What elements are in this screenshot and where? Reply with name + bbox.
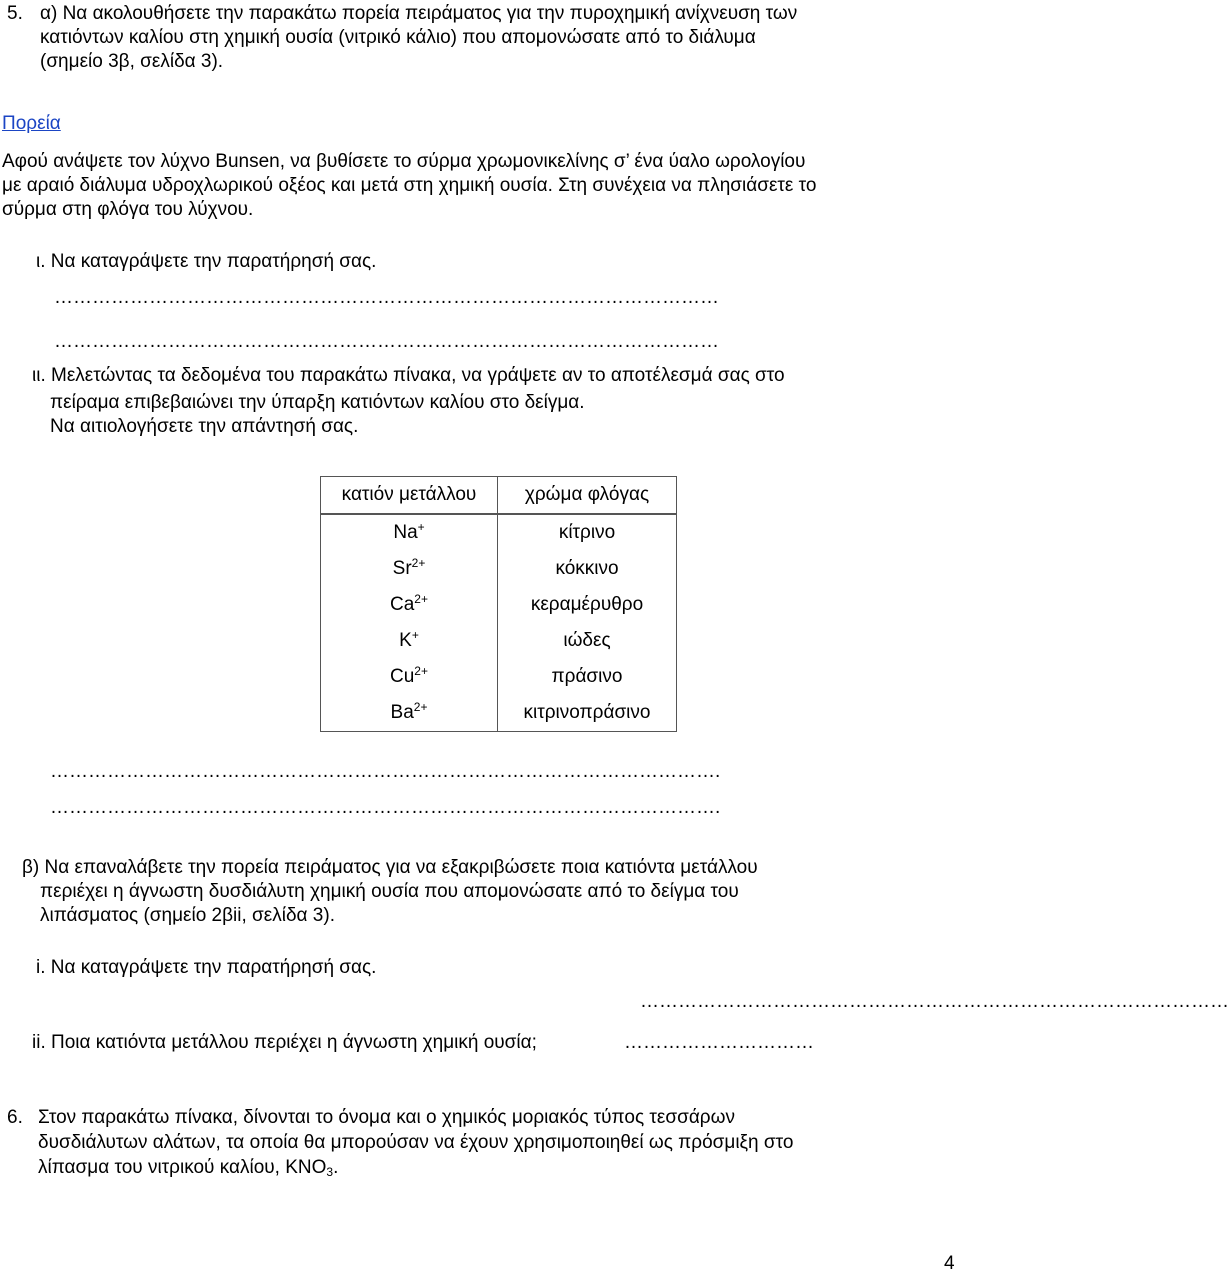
- q5-sub-i: ι. Να καταγράψετε την παρατήρησή σας.: [36, 251, 377, 272]
- q5-sub-ii-line-3: Να αιτιολογήσετε την απάντησή σας.: [50, 416, 359, 437]
- q6-line-2: δυσδιάλυτων αλάτων, τα οποία θα μπορούσαν να έχουν χρησιμοποιηθεί ως πρόσμιξη στο: [38, 1132, 794, 1153]
- procedure-line-3: σύρμα στη φλόγα του λύχνου.: [2, 199, 254, 220]
- answer-dots-line: ……………………………………………………………………………………………: [54, 287, 719, 308]
- cation-cell: $Sr^{2+}$: [321, 551, 498, 587]
- header-flame-color: χρώμα φλόγας: [498, 477, 677, 515]
- cation-cell: K+: [321, 623, 498, 659]
- q5-part-a-line-3: (σημείο 3β, σελίδα 3).: [40, 51, 224, 72]
- table-row: [321, 623, 677, 659]
- table-row: [321, 551, 677, 587]
- answer-dots-line: …………………………: [624, 1032, 814, 1053]
- table-row: [321, 695, 677, 732]
- flame-color-table: [320, 476, 677, 732]
- q6-line-1: Στον παρακάτω πίνακα, δίνονται το όνομα και ο χημικός μοριακός τύπος τεσσάρων: [38, 1107, 735, 1128]
- flame-color-cell: κόκκινο: [498, 551, 677, 587]
- q6-line-3: λίπασμα του νιτρικού καλίου, $KNO_3$.: [38, 1157, 339, 1179]
- q5-part-b-sub-ii: ii. Ποια κατιόντα μετάλλου περιέχει η άγνωστη χημική ουσία;: [32, 1032, 537, 1053]
- cation-cell: $Ca^{2+}$: [321, 587, 498, 623]
- table-row: [321, 514, 677, 551]
- answer-dots-line: ……………………………………………………………………………………………: [54, 331, 719, 352]
- flame-color-cell: ιώδες: [498, 623, 677, 659]
- procedure-line-2: με αραιό διάλυμα υδροχλωρικού οξέος και μετά στη χημική ουσία. Στη συνέχεια να πλησιάσετε το: [2, 175, 817, 196]
- flame-color-cell: πράσινο: [498, 659, 677, 695]
- q5-part-a-line-2: κατιόντων καλίου στη χημική ουσία (νιτρικό κάλιο) που απομονώσατε από το διάλυμα: [40, 27, 756, 48]
- q5-number: 5.: [7, 3, 23, 24]
- q5-part-b-line-1: β) Να επαναλάβετε την πορεία πειράματος για να εξακριβώσετε ποια κατιόντα μετάλλου: [22, 857, 758, 878]
- q5-part-a-line-1: α) Να ακολουθήσετε την παρακάτω πορεία πειράματος για την πυροχημική ανίχνευση των: [40, 3, 798, 24]
- table-row: [321, 659, 677, 695]
- answer-dots-line: …………………………………………………………………………………: [640, 991, 1229, 1012]
- cation-cell: $Ba^{2+}$: [321, 695, 498, 732]
- table-header-row: [321, 477, 677, 515]
- table-row: [321, 587, 677, 623]
- page-number: 4: [944, 1253, 955, 1274]
- answer-dots-line: …………………………………………………………………………………………….: [50, 761, 721, 782]
- cation-cell: Na+: [321, 514, 498, 551]
- q5-sub-ii-line-2: πείραμα επιβεβαιώνει την ύπαρξη κατιόντων καλίου στο δείγμα.: [50, 392, 585, 413]
- cation-cell: $Cu^{2+}$: [321, 659, 498, 695]
- flame-color-cell: κίτρινο: [498, 514, 677, 551]
- answer-dots-line: …………………………………………………………………………………………….: [50, 797, 721, 818]
- header-metal-cation: κατιόν μετάλλου: [321, 477, 498, 515]
- flame-color-cell: κεραμέρυθρο: [498, 587, 677, 623]
- q6-number: 6.: [7, 1107, 23, 1128]
- procedure-title: Πορεία: [2, 113, 61, 134]
- q5-part-b-sub-i: i. Να καταγράψετε την παρατήρησή σας.: [36, 957, 377, 978]
- q5-part-b-line-2: περιέχει η άγνωστη δυσδιάλυτη χημική ουσία που απομονώσατε από το δείγμα του: [40, 881, 739, 902]
- q5-part-b-line-3: λιπάσματος (σημείο 2βii, σελίδα 3).: [40, 905, 335, 926]
- q5-sub-ii-line-1: ιι. Μελετώντας τα δεδομένα του παρακάτω πίνακα, να γράψετε αν το αποτέλεσμά σας στο: [32, 365, 785, 386]
- flame-color-cell: κιτρινοπράσινο: [498, 695, 677, 732]
- procedure-line-1: Αφού ανάψετε τον λύχνο Bunsen, να βυθίσετε το σύρμα χρωμονικελίνης σ’ ένα ύαλο ωρολογίου: [2, 151, 806, 172]
